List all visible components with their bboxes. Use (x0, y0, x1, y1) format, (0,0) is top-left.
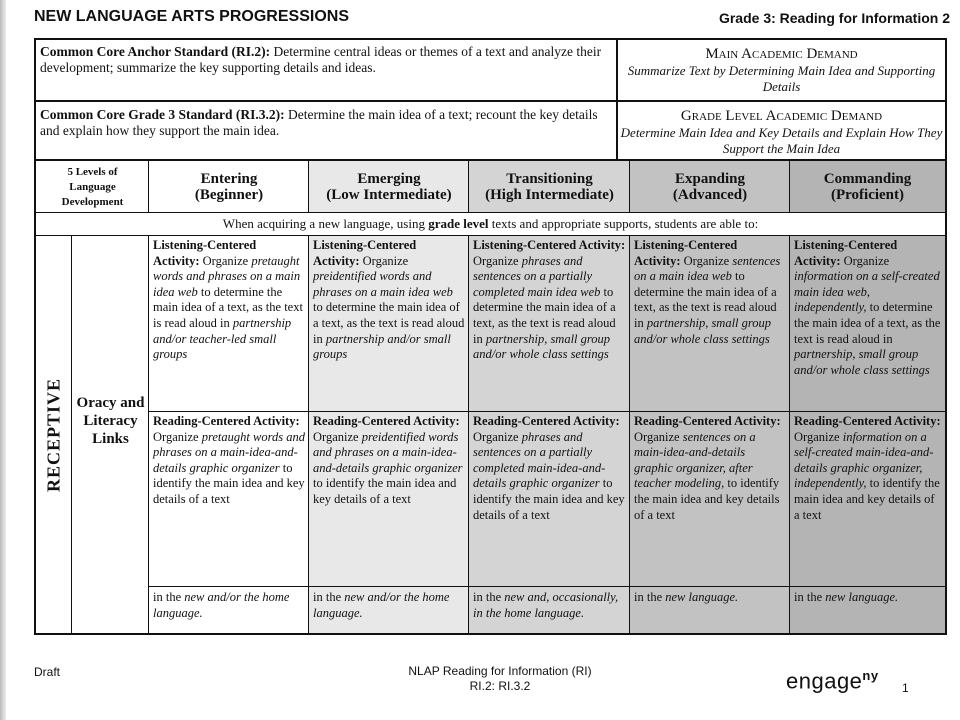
footer-line-2: RI.2: RI.3.2 (469, 679, 531, 693)
draft-label: Draft (34, 665, 61, 679)
language-cell-transitioning (469, 588, 630, 623)
cell-italic: new and/or the home language. (313, 590, 450, 620)
main-demand-text: Summarize Text by Determining Main Idea and Supporting Details (627, 63, 936, 94)
main-demand-title: Main Academic Demand (705, 46, 858, 62)
divider-h-reading (149, 411, 945, 412)
intro-text-bold: grade level (428, 216, 489, 231)
reading-title: Reading-Centered Activity: (473, 414, 620, 428)
cell-italic: new language. (825, 590, 899, 604)
level-name: Transitioning (506, 171, 593, 187)
cell-text: Organize (794, 429, 843, 444)
cell-italic: preidentified words and phrases on a main idea web (313, 269, 453, 299)
divider-v-receptive (71, 236, 72, 633)
cell-italic: pretaught words and phrases on a main-idea-and-details graphic organizer (153, 429, 305, 475)
grade-demand-text: Determine Main Idea and Key Details and Explain How They Support the Main Idea (620, 125, 943, 156)
level-sub: (Advanced) (672, 187, 748, 203)
listening-title: Listening-Centered Activity: (634, 238, 738, 268)
cell-text: in the (794, 590, 826, 604)
grade-demand-title: Grade Level Academic Demand (680, 108, 883, 124)
cell-text: in the (634, 590, 666, 604)
level-name: Emerging (357, 171, 421, 187)
listening-title: Listening-Centered Activity: (794, 238, 898, 268)
reading-cell-expanding (630, 412, 790, 525)
cell-italic: information on a self-created main-idea-and-details graphic organizer, independently, (794, 429, 934, 491)
receptive-label-cell (36, 236, 72, 633)
language-cell-commanding (790, 588, 945, 608)
divider-v-col-2 (308, 161, 309, 213)
cell-text: to determine the main idea of a text, as the text is read aloud in (313, 300, 465, 346)
listening-title: Listening-Centered Activity: (153, 238, 257, 268)
cell-text: Organize (840, 253, 890, 268)
cell-text: to identify the main idea and key details of a text (473, 476, 625, 522)
anchor-standard-label: Common Core Anchor Standard (RI.2): (40, 44, 271, 59)
cell-italic: partnership, small group and/or whole class settings (794, 347, 930, 377)
levels-label: 5 Levels of Language Development (61, 165, 124, 208)
cell-text: in the (313, 590, 345, 604)
grade-standard-text: Determine the main idea of a text; recount the key details and explain how they support the main idea. (40, 107, 598, 138)
cell-italic: partnership, small group and/or whole class settings (473, 331, 611, 362)
cell-italic: partnership and/or teacher-led small groups (153, 315, 292, 362)
listening-cell-transitioning (469, 236, 630, 365)
intro-row (36, 213, 945, 236)
level-sub: (Low Intermediate) (326, 187, 452, 203)
engageny-logo (786, 668, 879, 694)
cell-text: Organize (473, 253, 522, 268)
oracy-label-cell (72, 236, 149, 633)
cell-text: in the (153, 590, 185, 604)
reading-title: Reading-Centered Activity: (794, 414, 941, 428)
grade-label: Grade 3: Reading for Information 2 (718, 10, 950, 26)
page-edge (0, 0, 6, 720)
cell-italic: sentences on a main idea web (634, 253, 781, 284)
cell-text: Organize (634, 429, 683, 444)
cell-italic: preidentified words and phrases on a main-idea-and-details graphic organizer (313, 429, 463, 475)
receptive-label: RECEPTIVE (43, 377, 64, 492)
logo-text: engage (786, 668, 863, 694)
cell-italic: phrases and sentences on a partially completed main-idea-and-details graphic organizer (473, 429, 606, 491)
divider-v-col-4b (629, 236, 630, 633)
reading-title: Reading-Centered Activity: (153, 414, 300, 428)
cell-text: to identify the main idea and key details of a text (634, 476, 780, 522)
level-sub: (Beginner) (194, 187, 264, 203)
footer-center (360, 664, 640, 694)
level-expanding (630, 161, 790, 213)
anchor-standard-text: Determine central ideas or themes of a text and analyze their development; summarize the key supporting details and ideas. (40, 44, 602, 75)
reading-title: Reading-Centered Activity: (313, 414, 460, 428)
levels-label-cell (36, 161, 149, 213)
grade-standard (40, 107, 616, 139)
cell-text: to determine the main idea of a text, as the text is read aloud in (473, 284, 616, 346)
level-commanding (790, 161, 945, 213)
footer-line-1: NLAP Reading for Information (RI) (408, 664, 592, 678)
cell-text: in the (473, 590, 505, 604)
cell-italic: new language. (665, 590, 739, 604)
divider-v-col-4 (629, 161, 630, 213)
divider-h-intro-bottom (36, 235, 945, 236)
oracy-label: Oracy and Literacy Links (76, 395, 145, 447)
cell-italic: new and/or the home language. (153, 590, 290, 620)
level-sub: (Proficient) (830, 187, 905, 203)
cell-italic: partnership, small group and/or whole class settings (634, 315, 772, 346)
divider-h-levels-bottom (36, 212, 945, 213)
cell-text: Organize (473, 429, 522, 444)
divider-v-col-3 (468, 161, 469, 213)
grade-standard-label: Common Core Grade 3 Standard (RI.3.2): (40, 107, 285, 122)
cell-italic: pretaught words and phrases on a main idea web (153, 253, 301, 299)
cell-italic: phrases and sentences on a partially completed main idea web (473, 253, 601, 299)
language-cell-expanding (630, 588, 790, 608)
level-sub: (High Intermediate) (485, 187, 614, 203)
cell-text: to determine the main idea of a text, as the text is read aloud in (794, 300, 941, 346)
intro-text-before: When acquiring a new language, using (222, 216, 429, 231)
divider-h-standards (36, 100, 945, 102)
progression-table (34, 38, 947, 635)
grade-level-demand (618, 108, 945, 157)
divider-v-levels (148, 161, 149, 213)
cell-text: to determine the main idea of a text, as the text is read aloud in (634, 269, 777, 330)
level-name: Commanding (823, 171, 912, 187)
divider-h-language (149, 586, 945, 587)
reading-title: Reading-Centered Activity: (634, 414, 781, 428)
divider-v-standards (616, 40, 618, 161)
level-name: Expanding (674, 171, 746, 187)
logo-sup: ny (862, 668, 879, 683)
main-academic-demand (618, 46, 945, 95)
cell-text: to identify the main idea and key details of a text (794, 476, 940, 522)
listening-cell-commanding (790, 236, 945, 380)
page-number: 1 (902, 681, 909, 695)
listening-title: Listening-Centered Activity: (313, 238, 417, 268)
cell-italic: partnership and/or small groups (313, 331, 451, 362)
listening-cell-expanding (630, 236, 790, 349)
reading-cell-commanding (790, 412, 945, 525)
cell-text: Organize (153, 429, 202, 444)
divider-v-col-5b (789, 236, 790, 633)
cell-italic: sentences on a main-idea-and-details graphic organizer, after teacher modeling, (634, 429, 756, 491)
reading-cell-entering (149, 412, 309, 510)
reading-cell-emerging (309, 412, 469, 510)
cell-text: Organize (680, 253, 733, 268)
cell-text: Organize (199, 253, 252, 268)
language-cell-entering (149, 588, 309, 623)
language-cell-emerging (309, 588, 469, 623)
listening-title: Listening-Centered Activity: (473, 238, 626, 252)
cell-text: to identify the main idea and key details of a text (313, 476, 457, 506)
cell-text: Organize (313, 429, 362, 444)
level-name: Entering (200, 171, 258, 187)
intro-text-after: texts and appropriate supports, students are able to: (488, 216, 759, 231)
cell-text: Organize (359, 253, 409, 268)
level-transitioning (469, 161, 630, 213)
reading-cell-transitioning (469, 412, 630, 525)
divider-v-col-2b (308, 236, 309, 633)
listening-cell-entering (149, 236, 309, 365)
listening-cell-emerging (309, 236, 469, 365)
divider-h-levels-top (36, 159, 945, 161)
cell-italic: information on a self-created main idea web, independently, (794, 269, 940, 315)
divider-v-oracy (148, 236, 149, 633)
cell-text: to identify the main idea and key details of a text (153, 460, 305, 506)
divider-v-col-5 (789, 161, 790, 213)
cell-text: to determine the main idea of a text, as the text is read aloud in (153, 284, 303, 330)
cell-italic: new and, occasionally, in the home language. (473, 590, 619, 620)
document-title: NEW LANGUAGE ARTS PROGRESSIONS (34, 8, 349, 25)
anchor-standard (40, 44, 616, 76)
level-entering (149, 161, 309, 213)
divider-v-col-3b (468, 236, 469, 633)
level-emerging (309, 161, 469, 213)
